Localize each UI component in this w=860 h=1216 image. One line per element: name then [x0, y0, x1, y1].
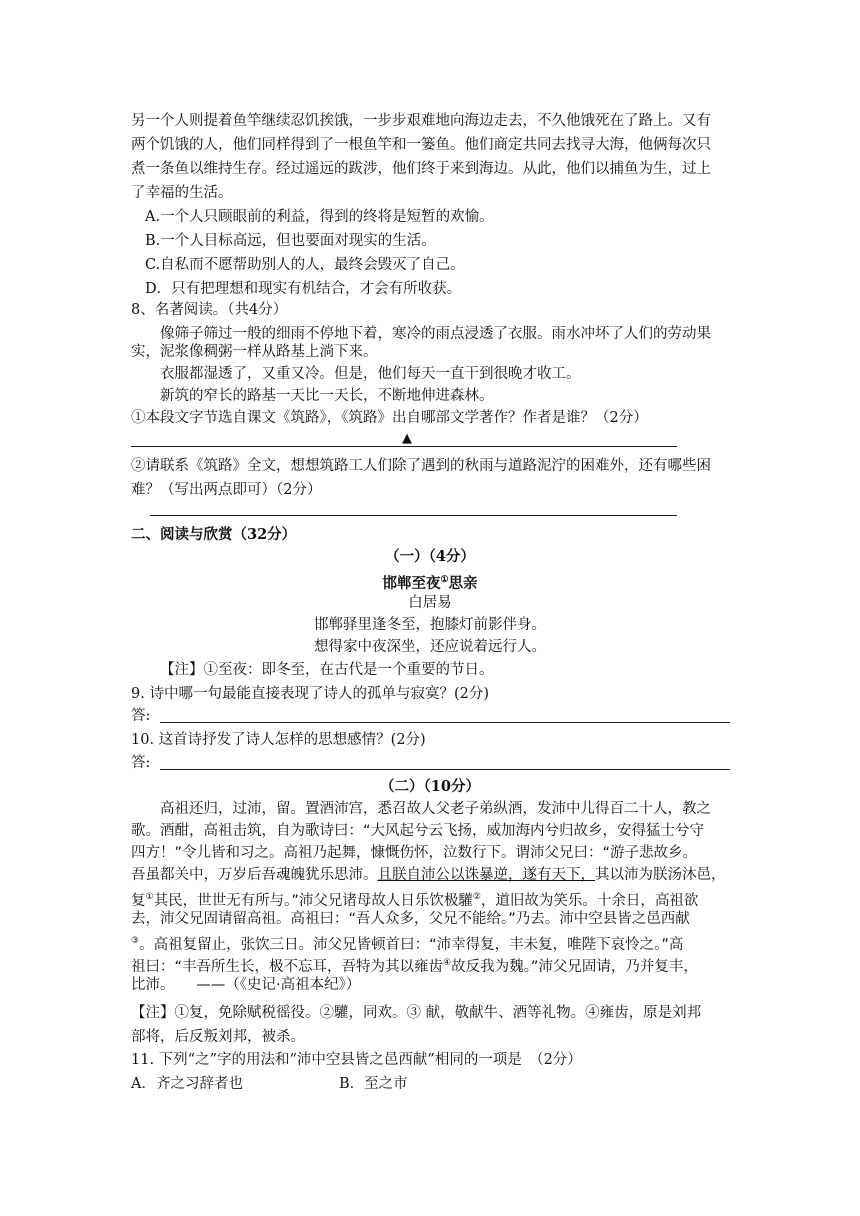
- question-9: 9. 诗中哪一句最能直接表现了诗人的孤单与寂寞？(2分): [131, 686, 489, 702]
- classical-note: 部将，后反叛刘邦，被杀。: [131, 1029, 305, 1045]
- para-line: 了幸福的生活。: [131, 185, 233, 201]
- classical-text: 复: [131, 892, 146, 909]
- passage-line: 像筛子筛过一般的细雨不停地下着，寒冷的雨点浸透了衣服。雨水冲坏了人们的劳动果: [160, 326, 711, 342]
- answer-label: 答:: [131, 755, 151, 771]
- answer-line: [150, 515, 677, 516]
- classical-text: 故反我为魏。”沛父兄固请，乃并复丰，: [451, 958, 698, 975]
- classical-text: 吾虽都关中，万岁后吾魂魄犹乐思沛。: [131, 867, 378, 883]
- answer-line: [131, 446, 677, 447]
- answer-label: 答:: [131, 708, 151, 724]
- option-b: B．至之市: [339, 1076, 408, 1092]
- question-8-2: ②请联系《筑路》全文，想想筑路工人们除了遇到的秋雨与道路泥泞的困难外，还有哪些困: [131, 458, 711, 474]
- classical-text: 祖曰：“丰吾所生长，极不忘耳，吾特为其以雍齿: [131, 958, 444, 975]
- poem-line: 想得家中夜深坐，还应说着远行人。: [314, 639, 546, 655]
- footnote-marker: ①: [440, 575, 449, 585]
- part-heading: （一）（4分）: [385, 548, 475, 565]
- classical-line: 四方！”令儿皆和习之。高祖乃起舞，慷慨伤怀，泣数行下。谓沛父兄曰：“游子悲故乡。: [131, 845, 698, 861]
- footnote-marker: ①: [145, 892, 154, 902]
- para-line: 两个饥饿的人，他们同样得到了一根鱼竿和一篓鱼。他们商定共同去找寻大海，他俩每次只: [131, 137, 711, 153]
- underlined-sentence: 且朕自沛公以诛暴逆，遂有天下，: [377, 867, 595, 883]
- classical-line: [131, 931, 683, 955]
- poem-note: 【注】①至夜：即冬至，在古代是一个重要的节日。: [160, 662, 494, 678]
- poem-title: [0, 570, 860, 594]
- classical-line: 歌。酒酣，高祖击筑，自为歌诗曰：“大风起兮云飞扬，威加海内兮归故乡，安得猛士兮守: [131, 823, 705, 839]
- answer-marker-icon: ▲: [402, 431, 412, 446]
- answer-line: [160, 722, 730, 723]
- question-8-2: 难？（写出两点即可）（2分）: [131, 482, 322, 498]
- poem-title-text: 邯郸至夜: [382, 574, 441, 592]
- footnote-marker: ④: [443, 958, 452, 968]
- para-line: 另一个人则提着鱼竿继续忍饥挨饿，一步步艰难地向海边走去，不久他饿死在了路上。又有: [131, 113, 711, 129]
- poem-line: 邯郸驿里逢冬至，抱膝灯前影伴身。: [314, 617, 546, 633]
- footnote-marker: ③: [131, 936, 140, 946]
- classical-line: [131, 865, 726, 885]
- poem-author: 白居易: [408, 595, 452, 611]
- classical-note: 【注】①复，免除赋税徭役。②驩，同欢。③ 献，敬献牛、酒等礼物。④雍齿，原是刘邦: [131, 1005, 702, 1021]
- classical-line: 比沛。 ——（《史记·高祖本纪》）: [131, 977, 361, 993]
- classical-line: 去，沛父兄固请留高祖。高祖曰：“吾人众多，父兄不能给。”乃去。沛中空县皆之邑西献: [131, 911, 690, 927]
- poem-title-text: 思亲: [448, 574, 478, 592]
- option-d: D．只有把理想和现实有机结合，才会有所收获。: [145, 281, 462, 297]
- classical-text: ，道旧故为笑乐。十余日，高祖欲: [480, 892, 699, 909]
- para-line: 煮一条鱼以维持生存。经过遥远的跋涉，他们终于来到海边。从此，他们以捕鱼为生，过上: [131, 161, 711, 177]
- passage-line: 新筑的窄长的路基一天比一天长，不断地伸进森林。: [160, 388, 494, 404]
- question-8-title: 8、名著阅读。（共4分）: [131, 302, 288, 318]
- classical-text: 其民，世世无有所与。”沛父兄诸母故人日乐饮极驩: [153, 892, 473, 909]
- footnote-marker: ②: [472, 892, 481, 902]
- option-a: A.一个人只顾眼前的利益，得到的终将是短暂的欢愉。: [145, 209, 494, 225]
- option-c: C.自私而不愿帮助别人的人，最终会毁灭了自己。: [145, 257, 465, 273]
- section-heading: 二、阅读与欣赏（32分）: [131, 526, 297, 543]
- part-heading: （二）（10分）: [380, 778, 480, 795]
- passage-line: 衣服都湿透了，又重又冷。但是，他们每天一直干到很晚才收工。: [160, 366, 581, 382]
- option-a: A．齐之习辞者也: [131, 1076, 243, 1092]
- classical-line: [131, 887, 698, 911]
- passage-line: 实，泥浆像稠粥一样从路基上淌下来。: [131, 344, 378, 360]
- classical-line: [131, 953, 698, 977]
- classical-text: 。高祖复留止，张饮三日。沛父兄皆顿首曰：“沛幸得复，丰未复，唯陛下哀怜之。”高: [139, 936, 684, 953]
- classical-line: 高祖还归，过沛，留。置酒沛宫，悉召故人父老子弟纵酒，发沛中儿得百二十人，教之: [160, 801, 711, 817]
- answer-line: [160, 769, 730, 770]
- classical-text: 其以沛为朕汤沐邑，: [595, 867, 726, 883]
- option-b: B.一个人目标高远，但也要面对现实的生活。: [145, 233, 436, 249]
- question-10: 10. 这首诗抒发了诗人怎样的思想感情？(2分): [131, 732, 426, 748]
- question-11: 11. 下列“之”字的用法和“沛中空县皆之邑西献”相同的一项是 （2分）: [131, 1052, 582, 1068]
- question-8-1: ①本段文字节选自课文《筑路》，《筑路》出自哪部文学著作？作者是谁？（2分）: [131, 410, 648, 426]
